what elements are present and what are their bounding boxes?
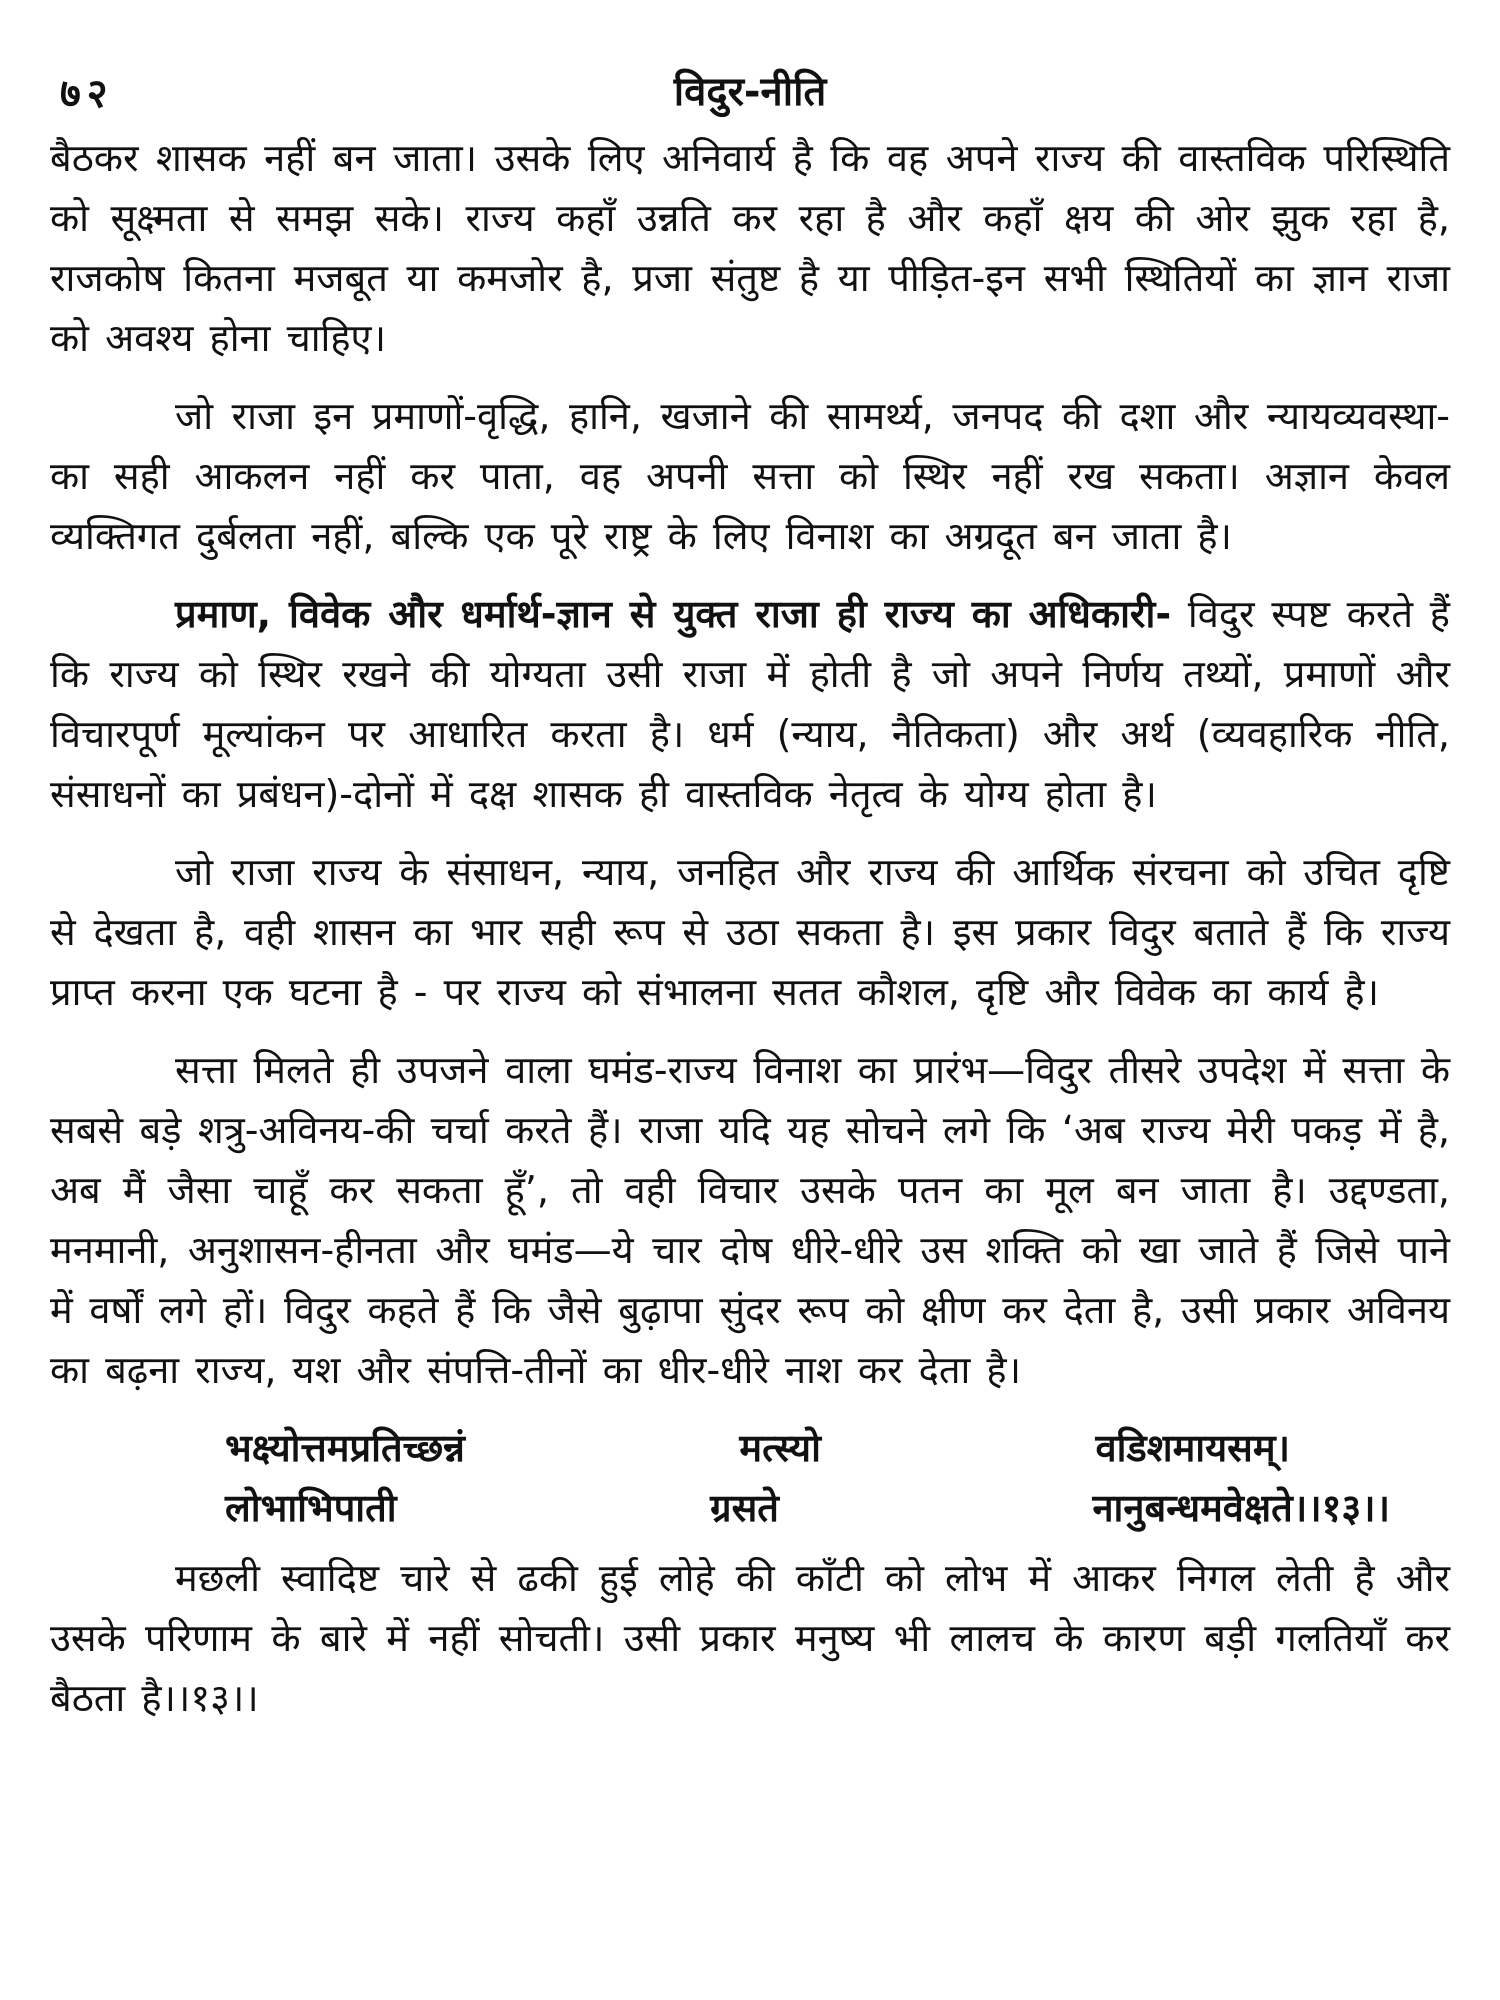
- book-page: [50, 50, 1450, 1950]
- verse-word: लोभाभिपाती: [225, 1486, 397, 1530]
- verse-line-1: [50, 1418, 1450, 1478]
- page-number: ७२: [60, 71, 114, 117]
- verse-word: नानुबन्धमवेक्षते।।१३।।: [1092, 1486, 1390, 1530]
- paragraph-1: बैठकर शासक नहीं बन जाता। उसके लिए अनिवार्य है कि वह अपने राज्य की वास्तविक परिस्थिति को सूक्ष्मता से समझ सके। राज्य कहाँ उन्नति कर रहा है और कहाँ क्षय की ओर झुक रहा है, राजकोष कितना मजबूत या कमजोर है, प्रजा संतुष्ट है या पीड़ित-इन सभी स्थितियों का ज्ञान राजा को अवश्य होना चाहिए।: [50, 136, 1450, 360]
- paragraph-2: जो राजा इन प्रमाणों-वृद्धि, हानि, खजाने की सामर्थ्य, जनपद की दशा और न्यायव्यवस्था-का सही आकलन नहीं कर पाता, वह अपनी सत्ता को स्थिर नहीं रख सकता। अज्ञान केवल व्यक्तिगत दुर्बलता नहीं, बल्कि एक पूरे राष्ट्र के लिए विनाश का अग्रदूत बन जाता है।: [50, 394, 1450, 558]
- verse-translation: मछली स्वादिष्ट चारे से ढकी हुई लोहे की काँटी को लोभ में आकर निगल लेती है और उसके परिणाम के बारे में नहीं सोचती। उसी प्रकार मनुष्य भी लालच के कारण बड़ी गलतियाँ कर बैठता है।।१३।।: [50, 1556, 1450, 1720]
- verse-word: भक्ष्योत्तमप्रतिच्छन्नं: [225, 1426, 465, 1470]
- paragraph-3-body: विदुर स्पष्ट करते हैं कि राज्य को स्थिर रखने की योग्यता उसी राजा में होती है जो अपने निर्णय तथ्यों, प्रमाणों और विचारपूर्ण मूल्यांकन पर आधारित करता है। धर्म (न्याय, नैतिकता) और अर्थ (व्यवहारिक नीति, संसाधनों का प्रबंधन)-दोनों में दक्ष शासक ही वास्तविक नेतृत्व के योग्य होता है।: [50, 592, 1450, 816]
- paragraph-5: सत्ता मिलते ही उपजने वाला घमंड-राज्य विनाश का प्रारंभ—विदुर तीसरे उपदेश में सत्ता के सबसे बड़े शत्रु-अविनय-की चर्चा करते हैं। राजा यदि यह सोचने लगे कि ‘अब राज्य मेरी पकड़ में है, अब मैं जैसा चाहूँ कर सकता हूँ’, तो वही विचार उसके पतन का मूल बन जाता है। उद्दण्डता, मनमानी, अनुशासन-हीनता और घमंड—ये चार दोष धीरे-धीरे उस शक्ति को खा जाते हैं जिसे पाने में वर्षों लगे हों। विदुर कहते हैं कि जैसे बुढ़ापा सुंदर रूप को क्षीण कर देता है, उसी प्रकार अविनय का बढ़ना राज्य, यश और संपत्ति-तीनों का धीर-धीरे नाश कर देता है।: [50, 1048, 1450, 1392]
- paragraph-3: [50, 584, 1450, 824]
- sanskrit-verse: [50, 1418, 1450, 1538]
- paragraph-4: जो राजा राज्य के संसाधन, न्याय, जनहित और राज्य की आर्थिक संरचना को उचित दृष्टि से देखता है, वही शासन का भार सही रूप से उठा सकता है। इस प्रकार विदुर बताते हैं कि राज्य प्राप्त करना एक घटना है - पर राज्य को संभालना सतत कौशल, दृष्टि और विवेक का कार्य है।: [50, 850, 1450, 1014]
- verse-word: मत्स्यो: [739, 1426, 821, 1470]
- verse-word: ग्रसते: [710, 1486, 779, 1530]
- page-header: [50, 50, 1450, 120]
- running-title: विदुर-नीति: [673, 69, 827, 115]
- verse-line-2: [50, 1478, 1450, 1538]
- section-heading: प्रमाण, विवेक और धर्मार्थ-ज्ञान से युक्त राजा ही राज्य का अधिकारी-: [175, 592, 1172, 636]
- verse-word: वडिशमायसम्।: [1095, 1426, 1290, 1470]
